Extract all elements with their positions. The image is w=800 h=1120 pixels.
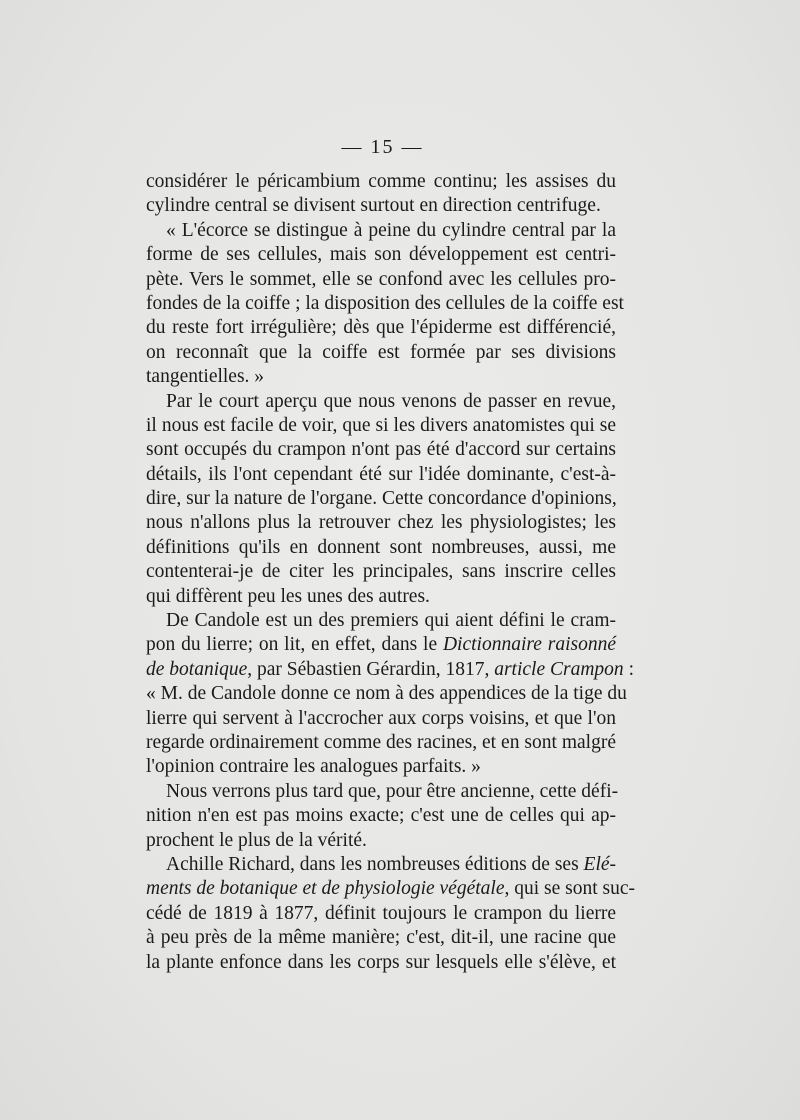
text-line: tangentielles. » [146,366,265,388]
book-title-italic: ments de botanique et de physiologie végétale [146,878,505,900]
text-line [146,877,636,901]
text-line [146,780,619,804]
text-line [146,682,627,706]
body-text [146,170,636,975]
text-line: détails, ils l'ont cependant été sur l'idée dominante, c'est-à- [146,463,616,485]
text-line: « L'écorce se distingue à peine du cylindre central par la [166,219,616,241]
text-span: la plante enfonce dans les corps sur lesquels elle s'élève, et [146,951,616,973]
text-span: prochent le plus de la vérité. [146,829,367,851]
text-span: Achille Richard, dans les nombreuses éditions de ses [166,853,584,875]
text-span: , par Sébastien Gérardin, 1817, [247,658,495,680]
text-span: pon du lierre; on lit, en effet, dans le [146,634,443,656]
text-span: regarde ordinairement comme des racines, et en sont malgré [146,731,616,753]
text-line: qui diffèrent peu les unes des autres. [146,585,430,607]
text-line: on reconnaît que la coiffe est formée par ses divisions [146,341,616,363]
article-title-italic: article Crampon [494,658,624,680]
text-line [146,731,616,755]
text-line [146,804,616,828]
text-span: l'opinion contraire les analogues parfaits. » [146,756,481,778]
text-line [146,633,616,657]
book-title-italic: Elé- [583,853,617,875]
book-title-italic: Dictionnaire raisonné [442,634,616,656]
text-line: définitions qu'ils en donnent sont nombreuses, aussi, me [146,536,616,558]
text-line [146,609,616,633]
text-line [146,707,616,731]
text-line: considérer le péricambium comme continu; les assises du [146,171,616,192]
text-line: nous n'allons plus la retrouver chez les physiologistes; les [146,512,616,534]
text-span: Nous verrons plus tard que, pour être ancienne, cette défi- [166,780,619,802]
book-title-italic: de botanique [146,658,248,680]
text-line [146,951,616,975]
text-span: à peu près de la même manière; c'est, dit-il, une racine que [146,927,616,949]
text-line [146,853,616,877]
page-number: — 15 — [341,136,424,158]
text-span: « M. de Candole donne ce nom à des appendices de la tige du [146,683,627,705]
text-line: dire, sur la nature de l'organe. Cette concordance d'opinions, [146,488,617,510]
text-span: nition n'en est pas moins exacte; c'est une de celles qui ap- [146,805,616,827]
text-line: du reste fort irrégulière; dès que l'épiderme est différencié, [146,317,616,339]
text-span: , qui se sont suc- [504,878,636,900]
text-line: il nous est facile de voir, que si les divers anatomistes qui se [146,414,616,436]
paragraph-group [146,170,624,609]
text-span: : [623,658,634,680]
text-line [146,926,616,950]
text-line: Par le court aperçu que nous venons de passer en revue, [166,390,616,412]
text-line [146,829,616,853]
text-span: De Candole est un des premiers qui aient défini le cram- [166,610,616,632]
text-line: pète. Vers le sommet, elle se confond avec les cellules pro- [146,268,616,290]
text-line [146,658,634,682]
text-line [146,902,616,926]
text-line [146,755,616,779]
text-span: lierre qui servent à l'accrocher aux corps voisins, et que l'on [146,707,616,729]
text-span: cédé de 1819 à 1877, définit toujours le crampon du lierre [146,902,616,924]
text-line: contenterai-je de citer les principales, sans inscrire celles [146,561,616,583]
text-line: sont occupés du crampon n'ont pas été d'accord sur certains [146,439,616,461]
text-line: fondes de la coiffe ; la disposition des cellules de la coiffe est [146,292,624,314]
text-line: forme de ses cellules, mais son développement est centri- [146,244,616,266]
text-line: cylindre central se divisent surtout en direction centrifuge. [146,195,601,217]
